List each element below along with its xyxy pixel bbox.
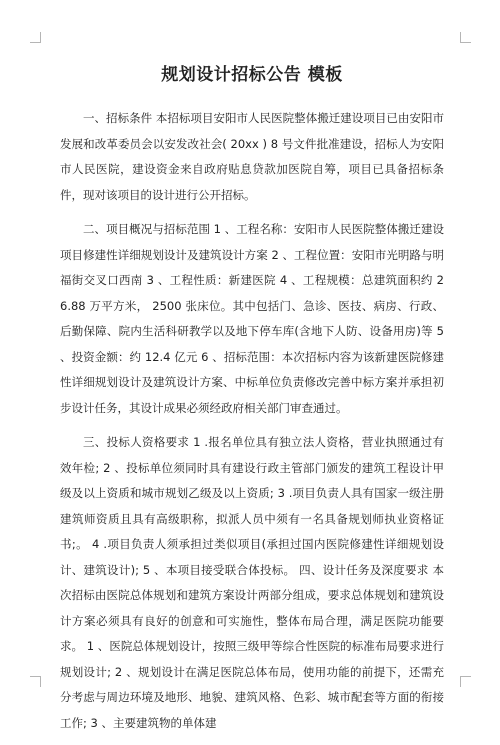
crop-mark-top-left bbox=[30, 32, 41, 43]
paragraph-bidder-requirements: 三、投标人资格要求 1 .报名单位具有独立法人资格，营业执照通过有效年检; 2 、投标单位须同时具有建设行政主管部门颁发的建筑工程设计甲级及以上资质和城市规划乙级及以上资质; 3 .项目负责人具有国家一级注册建筑师资质且具有高级职称，拟派人员中须有一名具备规划师执业资格证书;。 4 .项目负责人须承担过类似项目(承担过国内医院修建性详细规划设计、建筑设计); 5 、本项目接受联合体投标。 四、设计任务及深度要求 本次招标由医院总体规划和建筑方案设计两部分组成，要求总体规划和建筑设计方案必须具有良好的创意和可实施性，整体布局合理，满足医院功能要求。 1 、医院总体规划设计，按照三级甲等综合性医院的标准布局要求进行规划设计; 2 、规划设计在满足医院总体布局，使用功能的前提下，还需充分考虑与周边环境及地形、地貌、建筑风格、色彩、城市配套等方面的衔接工作; 3 、主要建筑物的单体建 bbox=[60, 435, 444, 730]
crop-mark-bottom-left bbox=[30, 676, 41, 687]
paragraph-bidding-conditions: 一、招标条件 本招标项目安阳市人民医院整体搬迁建设项目已由安阳市发展和改革委员会以安发改社会( 20xx ) 8 号文件批准建设，招标人为安阳市人民医院，建设资金来自政府贴息贷款加医院自筹，项目已具备招标条件，现对该项目的设计进行公开招标。 bbox=[60, 111, 444, 202]
document-body bbox=[60, 106, 444, 736]
crop-mark-top-right bbox=[460, 32, 471, 43]
crop-mark-bottom-right bbox=[460, 676, 471, 687]
paragraph-project-overview: 二、项目概况与招标范围 1 、工程名称：安阳市人民医院整体搬迁建设项目修建性详细规划设计及建筑设计方案 2 、工程位置：安阳市光明路与明福街交叉口西南 3 、工程性质：新建医院 4 、工程规模：总建筑面积约 26.88 万平方米， 2500 张床位。其中包括门、急诊、医技、病房、行政、后勤保障、院内生活科研教学以及地下停车库(含地下人防、设备用房)等 5 、投资金额：约 12.4 亿元 6 、招标范围：本次招标内容为该新建医院修建性详细规划设计及建筑设计方案、中标单位负责修改完善中标方案并承担初步设计任务，其设计成果必须经政府相关部门审查通过。 bbox=[60, 222, 444, 415]
document-page bbox=[60, 64, 444, 745]
document-title: 规划设计招标公告 模板 bbox=[161, 65, 343, 85]
